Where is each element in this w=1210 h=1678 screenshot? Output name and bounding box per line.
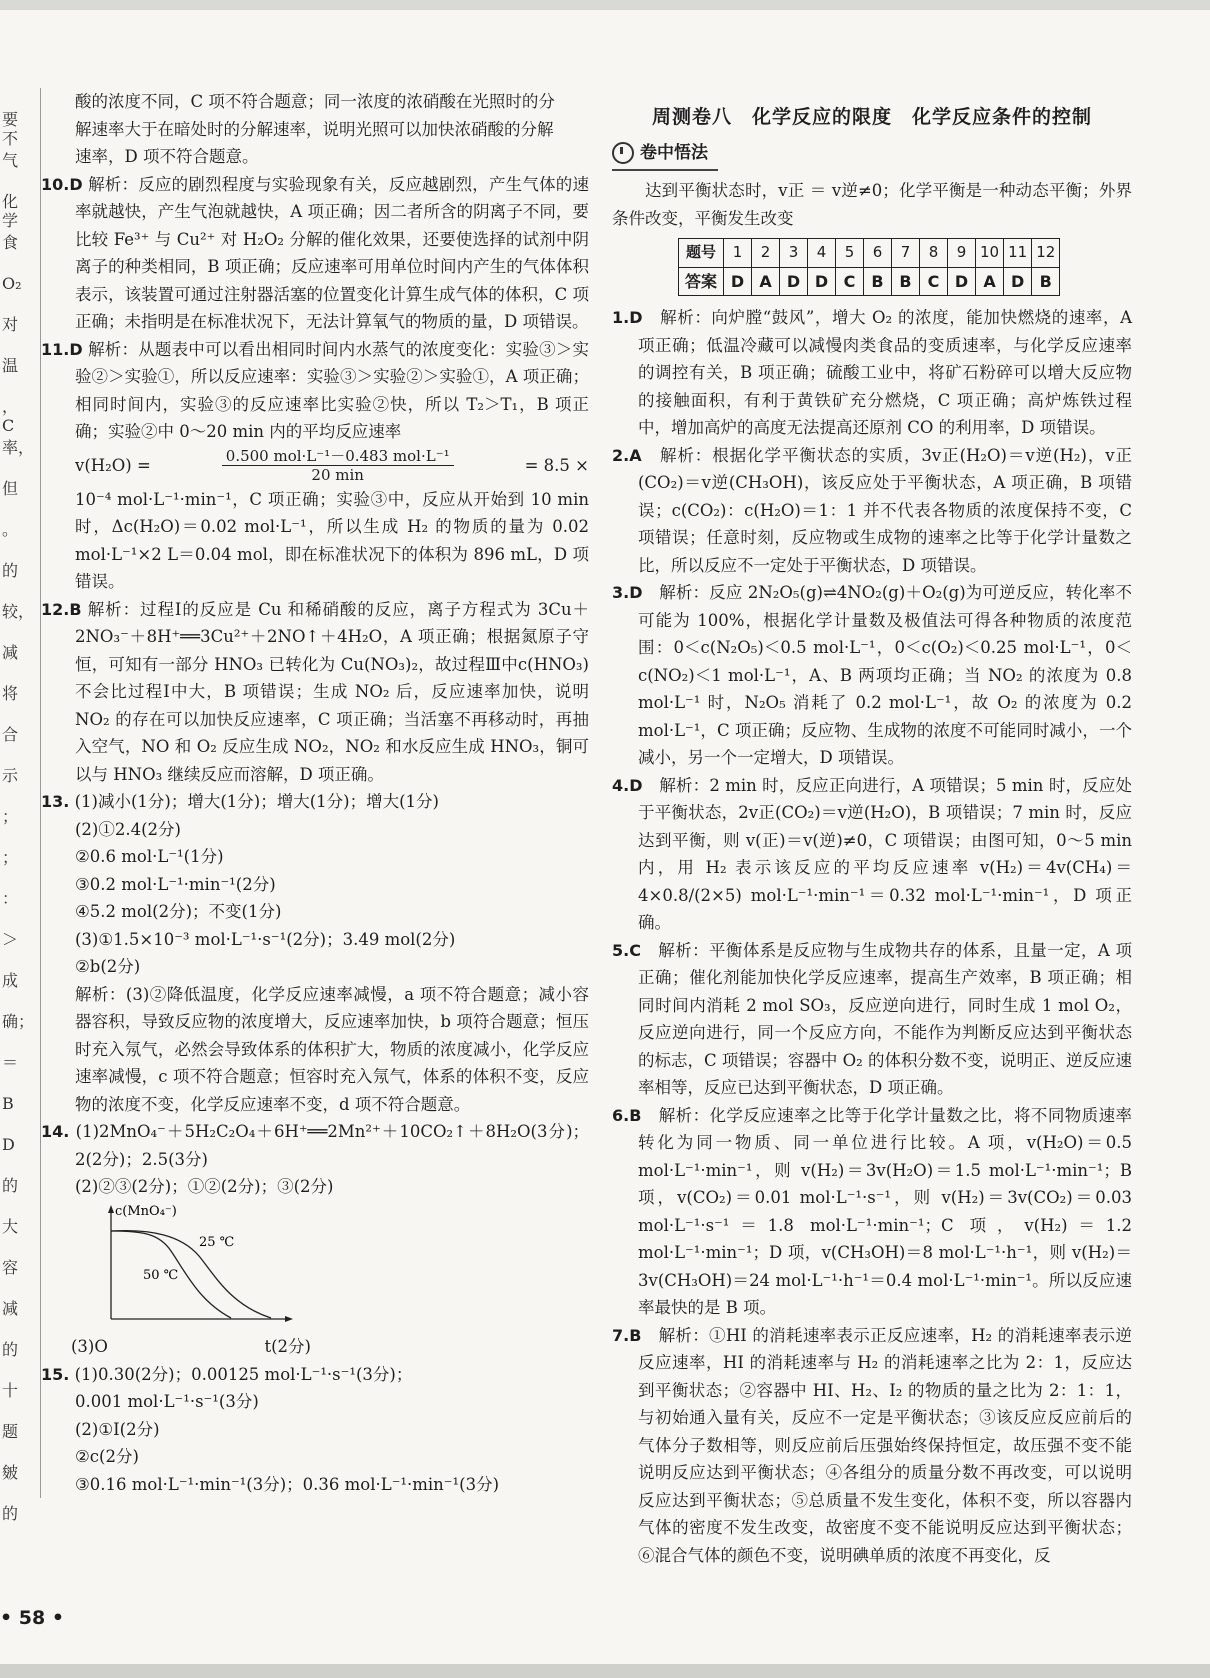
section-title: 周测卷八 化学反应的限度 化学反应条件的控制	[651, 106, 1092, 128]
answer-line: ③0.16 mol·L⁻¹·min⁻¹(3分)；0.36 mol·L⁻¹·min⁻¹(3分)	[75, 1474, 500, 1494]
table-cell-answer: B	[864, 267, 892, 296]
margin-fragment: 合	[2, 725, 19, 744]
table-cell-answer: A	[752, 267, 780, 296]
curve-label-50c: 50 ℃	[143, 1267, 179, 1283]
page-number: • 58 •	[0, 1607, 64, 1629]
table-cell-number: 2	[752, 239, 780, 268]
question-number: 11.D	[41, 339, 83, 359]
margin-fragment: ：	[2, 889, 19, 908]
answer-item	[612, 579, 1132, 772]
margin-fragment: 的	[2, 1176, 19, 1195]
table-cell-number: 6	[864, 239, 892, 268]
margin-fragment: 较，	[2, 602, 35, 621]
table-cell-answer: B	[1032, 267, 1060, 296]
continued-line: 速率，D 项不符合题意。	[75, 147, 259, 166]
margin-fragment: ＞	[2, 930, 19, 949]
top-scan-band	[0, 0, 1210, 10]
item-analysis: 解析：向炉膛“鼓风”，增大 O₂ 的浓度，能加快燃烧的速率，A 项正确；低温冷藏可以减慢肉类食品的变质速率，与化学反应速率的调控有关，B 项正确；硫酸工业中，将矿石粉碎可以增大反应物的接触面积，有利于黄铁矿充分燃烧，C 项正确；高炉炼铁过程中，增加高炉的高度无法提高还原剂 CO 的利用率，D 项错误。	[638, 308, 1132, 437]
question-analysis: 解析：(3)②降低温度，化学反应速率减慢，a 项不符合题意；减小容器容积，导致反应物的浓度增大，反应速率加快，b 项符合题意；恒压时充入氖气，必然会导致体系的体积扩大，物质的浓度减小，化学反应速率减慢，c 项不符合题意；恒容时充入氖气，体系的体积不变，反应物的浓度不变，化学反应速率不变，d 项不符合题意。	[75, 984, 589, 1114]
margin-fragment: B	[2, 1094, 14, 1113]
table-cell-number: 7	[892, 239, 920, 268]
margin-fragment: 皴	[2, 1463, 19, 1482]
graph-origin-label: (3)O	[71, 1337, 108, 1356]
table-cell-number: 5	[836, 239, 864, 268]
margin-fragments	[0, 110, 35, 1580]
table-cell-answer: B	[892, 267, 920, 296]
answer-line: (2)①Ⅰ(2分)	[75, 1419, 160, 1439]
question-number: 12.B	[41, 599, 82, 619]
margin-fragment: 减	[2, 1299, 19, 1318]
rate-formula	[41, 446, 589, 486]
answer-line: ③0.2 mol·L⁻¹·min⁻¹(2分)	[75, 874, 276, 894]
question-number: 14.	[41, 1122, 70, 1141]
question-15	[41, 1361, 589, 1499]
answer-line: (2)①2.4(2分)	[75, 819, 181, 839]
y-axis-label: c(MnO₄⁻)	[115, 1203, 177, 1219]
table-cell-number: 11	[1004, 239, 1032, 268]
item-analysis: 解析：①HI 的消耗速率表示正反应速率，H₂ 的消耗速率表示逆反应速率，HI 的消耗速率与 H₂ 的消耗速率之比为 2：1，反应达到平衡状态；②容器中 HI、H₂、I₂ 的物质的量之比为 2：1：1，与初始通入量有关，反应不一定是平衡状态；③该反应反应前后的气体分子数相等，则反应前后压强始终保持恒定，故压强不变不能说明反应达到平衡状态；④各组分的质量分数不再改变，可以说明反应达到平衡状态；⑤总质量不发生变化，体积不变，所以容器内气体的密度不发生改变，故密度不变不能说明反应达到平衡状态；⑥混合气体的颜色不变，说明碘单质的浓度不再变化，反	[638, 1325, 1132, 1565]
left-column	[40, 88, 589, 1498]
question-13	[41, 788, 589, 1118]
question-14	[41, 1118, 589, 1361]
margin-fragment: ，C	[2, 397, 19, 436]
margin-fragment: 化学	[2, 192, 19, 231]
question-analysis: 解析：过程Ⅰ的反应是 Cu 和稀硝酸的反应，离子方程式为 3Cu＋2NO₃⁻＋8H⁺══3Cu²⁺＋2NO↑＋4H₂O，A 项正确；根据氮原子守恒，可知有一部分 HNO₃ 已转化为 Cu(NO₃)₂，故过程Ⅲ中c(HNO₃)不会比过程Ⅰ中大，B 项错误；生成 NO₂ 后，反应速率加快，说明 NO₂ 的存在可以加快反应速率，C 项正确；当活塞不再移动时，再抽入空气，NO 和 O₂ 反应生成 NO₂，NO₂ 和水反应生成 HNO₃，铜可以与 HNO₃ 继续反应而溶解，D 项正确。	[75, 599, 589, 784]
answer-line: ②b(2分)	[75, 957, 141, 976]
item-analysis: 解析：化学反应速率之比等于化学计量数之比，将不同物质速率转化为同一物质、同一单位进行比较。A 项，v(H₂O)＝0.5 mol·L⁻¹·min⁻¹，则 v(H₂)＝3v(H₂O)＝1.5 mol·L⁻¹·min⁻¹；B 项，v(CO₂)＝0.01 mol·L⁻¹·s⁻¹，则 v(H₂)＝3v(CO₂)＝0.03 mol·L⁻¹·s⁻¹＝1.8 mol·L⁻¹·min⁻¹；C 项，v(H₂)＝1.2 mol·L⁻¹·min⁻¹；D 项，v(CH₃OH)＝8 mol·L⁻¹·h⁻¹，则 v(H₂)＝3v(CH₃OH)＝24 mol·L⁻¹·h⁻¹＝0.4 mol·L⁻¹·min⁻¹。所以反应速率最快的是 B 项。	[638, 1105, 1133, 1317]
table-cell-answer: D	[780, 267, 808, 296]
item-analysis: 解析：根据化学平衡状态的实质，3v正(H₂O)＝v逆(H₂)，v正(CO₂)＝v逆(CH₃OH)，该反应处于平衡状态，A 项正确，B 项错误；c(CO₂)：c(H₂O)＝1：1 并不代表各物质的浓度保持不变，C 项错误；任意时刻，反应物或生成物的速率之比等于化学计量数之比，所以反应不一定处于平衡状态，D 项错误。	[638, 445, 1132, 575]
margin-fragment: 大	[2, 1217, 19, 1236]
answer-line: 0.001 mol·L⁻¹·s⁻¹(3分)	[75, 1392, 259, 1411]
table-cell-number: 10	[976, 239, 1004, 268]
table-cell-number: 4	[808, 239, 836, 268]
margin-fragment: 气	[2, 151, 19, 170]
margin-fragment: 。	[2, 520, 19, 539]
table-cell-number: 1	[724, 239, 752, 268]
item-number: 5.C	[612, 940, 641, 960]
graph-svg	[71, 1201, 311, 1329]
answer-table	[678, 238, 1060, 296]
question-analysis-cont: 10⁻⁴ mol·L⁻¹·min⁻¹，C 项正确；实验③中，反应从开始到 10 min 时，Δc(H₂O)＝0.02 mol·L⁻¹，所以生成 H₂ 的物质的量为 0.02 mol·L⁻¹×2 L＝0.04 mol，即在标准状况下的体积为 896 mL，D 项错误。	[75, 489, 589, 591]
table-cell-answer: D	[808, 267, 836, 296]
margin-fragment: 食	[2, 233, 19, 252]
margin-fragment: ；	[2, 807, 19, 826]
x-axis-arrow	[285, 1316, 293, 1322]
question-number: 13.	[41, 792, 70, 811]
margin-fragment: 确；	[2, 1012, 35, 1031]
item-number: 6.B	[612, 1105, 642, 1125]
question-11	[41, 336, 589, 596]
answer-line: ②c(2分)	[75, 1447, 139, 1466]
item-number: 7.B	[612, 1325, 642, 1345]
concentration-graph	[41, 1201, 589, 1361]
item-analysis: 解析：反应 2N₂O₅(g)⇌4NO₂(g)＋O₂(g)为可逆反应，转化率不可能为 100%，根据化学计量数及极值法可得各种物质的浓度范围：0＜c(N₂O₅)＜0.5 mol·L⁻¹，0＜c(O₂)＜0.25 mol·L⁻¹，0＜c(NO₂)＜1 mol·L⁻¹，A、B 两项均正确；当 NO₂ 的浓度为 0.8 mol·L⁻¹ 时，N₂O₅ 消耗了 0.2 mol·L⁻¹，故 O₂ 的浓度为 0.2 mol·L⁻¹，C 项正确；反应物、生成物的浓度不可能同时减小，一个减小，另一个一定增大，D 项错误。	[638, 583, 1133, 767]
y-axis-arrow	[108, 1205, 114, 1213]
answer-line: ②0.6 mol·L⁻¹(1分)	[75, 847, 224, 866]
question-number: 10.D	[41, 174, 83, 194]
table-cell-answer: A	[976, 267, 1004, 296]
answer-item	[612, 1102, 1132, 1322]
answer-item	[612, 442, 1132, 580]
method-badge	[612, 140, 718, 172]
table-cell-answer: C	[920, 267, 948, 296]
table-cell-number: 12	[1032, 239, 1060, 268]
formula-denominator: 20 min	[311, 466, 364, 484]
answer-item	[612, 937, 1132, 1102]
margin-fragment: 示	[2, 766, 19, 785]
item-number: 1.D	[612, 308, 643, 327]
answer-line: (3)①1.5×10⁻³ mol·L⁻¹·s⁻¹(2分)；3.49 mol(2分)	[75, 929, 456, 949]
margin-fragment: 但	[2, 479, 19, 498]
answer-line: (1)2MnO₄⁻＋5H₂C₂O₄＋6H⁺══2Mn²⁺＋10CO₂↑＋8H₂O(3分)；2(2分)；2.5(3分)	[75, 1122, 590, 1169]
table-cell-number: 9	[948, 239, 976, 268]
margin-fragment: 的	[2, 1504, 19, 1523]
table-cell-answer: C	[836, 267, 864, 296]
question-analysis: 解析：反应的剧烈程度与实验现象有关，反应越剧烈，产生气体的速率就越快，产生气泡就越快，A 项正确；因二者所含的阴离子不同，要比较 Fe³⁺ 与 Cu²⁺ 对 H₂O₂ 分解的催化效果，还要使选择的试剂中阴离子的种类相同，B 项正确；反应速率可用单位时间内产生的气体体积表示，该装置可通过注射器活塞的位置变化计算生成气体的体积，C 项正确；未指明是在标准状况下，无法计算氧气的物质的量，D 项错误。	[75, 174, 589, 331]
continued-line: 酸的浓度不同，C 项不符合题意；同一浓度的浓硝酸在光照时的分	[75, 92, 555, 111]
table-header-label: 题号	[679, 239, 724, 268]
margin-fragment: 对	[2, 315, 19, 334]
margin-fragment: O₂	[2, 274, 22, 293]
margin-fragment: 容	[2, 1258, 19, 1277]
continued-line: 解速率大于在暗处时的分解速率，说明光照可以加快浓硝酸的分解	[75, 119, 554, 139]
badge-label: 卷中悟法	[640, 142, 708, 163]
margin-fragment: 成	[2, 971, 19, 990]
right-column	[612, 104, 1132, 1569]
question-12	[41, 596, 589, 789]
margin-fragment: 要不	[2, 110, 19, 149]
margin-fragment: 的	[2, 1340, 19, 1359]
answer-line: (2)②③(2分)；①②(2分)；③(2分)	[75, 1177, 334, 1196]
margin-fragment: ；	[2, 848, 19, 867]
answer-line: (1)减小(1分)；增大(1分)；增大(1分)；增大(1分)	[74, 792, 439, 811]
answer-line: ④5.2 mol(2分)；不变(1分)	[75, 902, 282, 921]
answer-explanations	[612, 304, 1132, 1569]
item-number: 4.D	[612, 775, 643, 795]
answer-item	[612, 1322, 1132, 1570]
answer-line: (1)0.30(2分)；0.00125 mol·L⁻¹·s⁻¹(3分)；	[74, 1364, 413, 1384]
margin-fragment: 减	[2, 643, 19, 662]
question-10	[41, 171, 589, 336]
formula-numerator: 0.500 mol·L⁻¹－0.483 mol·L⁻¹	[222, 447, 454, 466]
answer-item	[612, 304, 1132, 442]
table-answer-label: 答案	[679, 267, 724, 296]
margin-fragment: 十	[2, 1381, 19, 1400]
margin-fragment: 率，	[2, 438, 35, 457]
x-axis-label: t(2分)	[264, 1337, 311, 1356]
item-analysis: 解析：平衡体系是反应物与生成物共存的体系，且量一定，A 项正确；催化剂能加快化学反应速率，提高生产效率，B 项正确；相同时间内消耗 2 mol SO₃，反应逆向进行，同时生成 1 mol O₂，反应逆向进行，同一个反应方向，不能作为判断反应达到平衡状态的标志，C 项错误；容器中 O₂ 的体积分数不变，说明正、逆反应速率相等，反应已达到平衡状态，D 项正确。	[638, 940, 1133, 1097]
lightbulb-icon	[612, 142, 634, 164]
item-number: 3.D	[612, 583, 643, 602]
table-cell-number: 3	[780, 239, 808, 268]
formula-rhs: = 8.5 ×	[524, 455, 589, 475]
question-number: 15.	[41, 1364, 70, 1384]
margin-fragment: 的	[2, 561, 19, 580]
margin-fragment: 题	[2, 1422, 19, 1441]
table-cell-answer: D	[724, 267, 752, 296]
table-row-answers	[679, 267, 1060, 296]
margin-fragment: 温	[2, 356, 19, 375]
answer-item	[612, 772, 1132, 937]
question-analysis: 解析：从题表中可以看出相同时间内水蒸气的浓度变化：实验③＞实验②＞实验①，所以反应速率：实验③＞实验②＞实验①，A 项正确；相同时间内，实验③的反应速率比实验②快，所以 T₂＞T₁，B 项正确；实验②中 0～20 min 内的平均反应速率	[75, 339, 589, 441]
table-cell-number: 8	[920, 239, 948, 268]
bottom-scan-band	[0, 1664, 1210, 1678]
item-analysis: 解析：2 min 时，反应正向进行，A 项错误；5 min 时，反应处于平衡状态，2v正(CO₂)＝v逆(H₂O)，B 项错误；7 min 时，反应达到平衡，则 v(正)＝v(逆)≠0，C 项错误；由图可知，0～5 min 内，用 H₂ 表示该反应的平均反应速率 v(H₂)＝4v(CH₄)＝4×0.8/(2×5) mol·L⁻¹·min⁻¹＝0.32 mol·L⁻¹·min⁻¹，D 项正确。	[638, 775, 1132, 932]
curve-label-25c: 25 ℃	[199, 1234, 235, 1250]
table-cell-answer: D	[1004, 267, 1032, 296]
formula-fraction	[222, 447, 454, 484]
margin-fragment: D	[2, 1135, 15, 1154]
margin-fragment: 将	[2, 684, 19, 703]
item-number: 2.A	[612, 445, 642, 465]
table-cell-answer: D	[948, 267, 976, 296]
intro-text: 达到平衡状态时，v正 ＝ v逆≠0；化学平衡是一种动态平衡；外界条件改变，平衡发生改变	[612, 181, 1132, 228]
table-row-numbers	[679, 239, 1060, 268]
curve-25c	[111, 1230, 271, 1317]
formula-lhs: v(H₂O) =	[75, 455, 151, 475]
margin-fragment: ＝	[2, 1053, 19, 1072]
